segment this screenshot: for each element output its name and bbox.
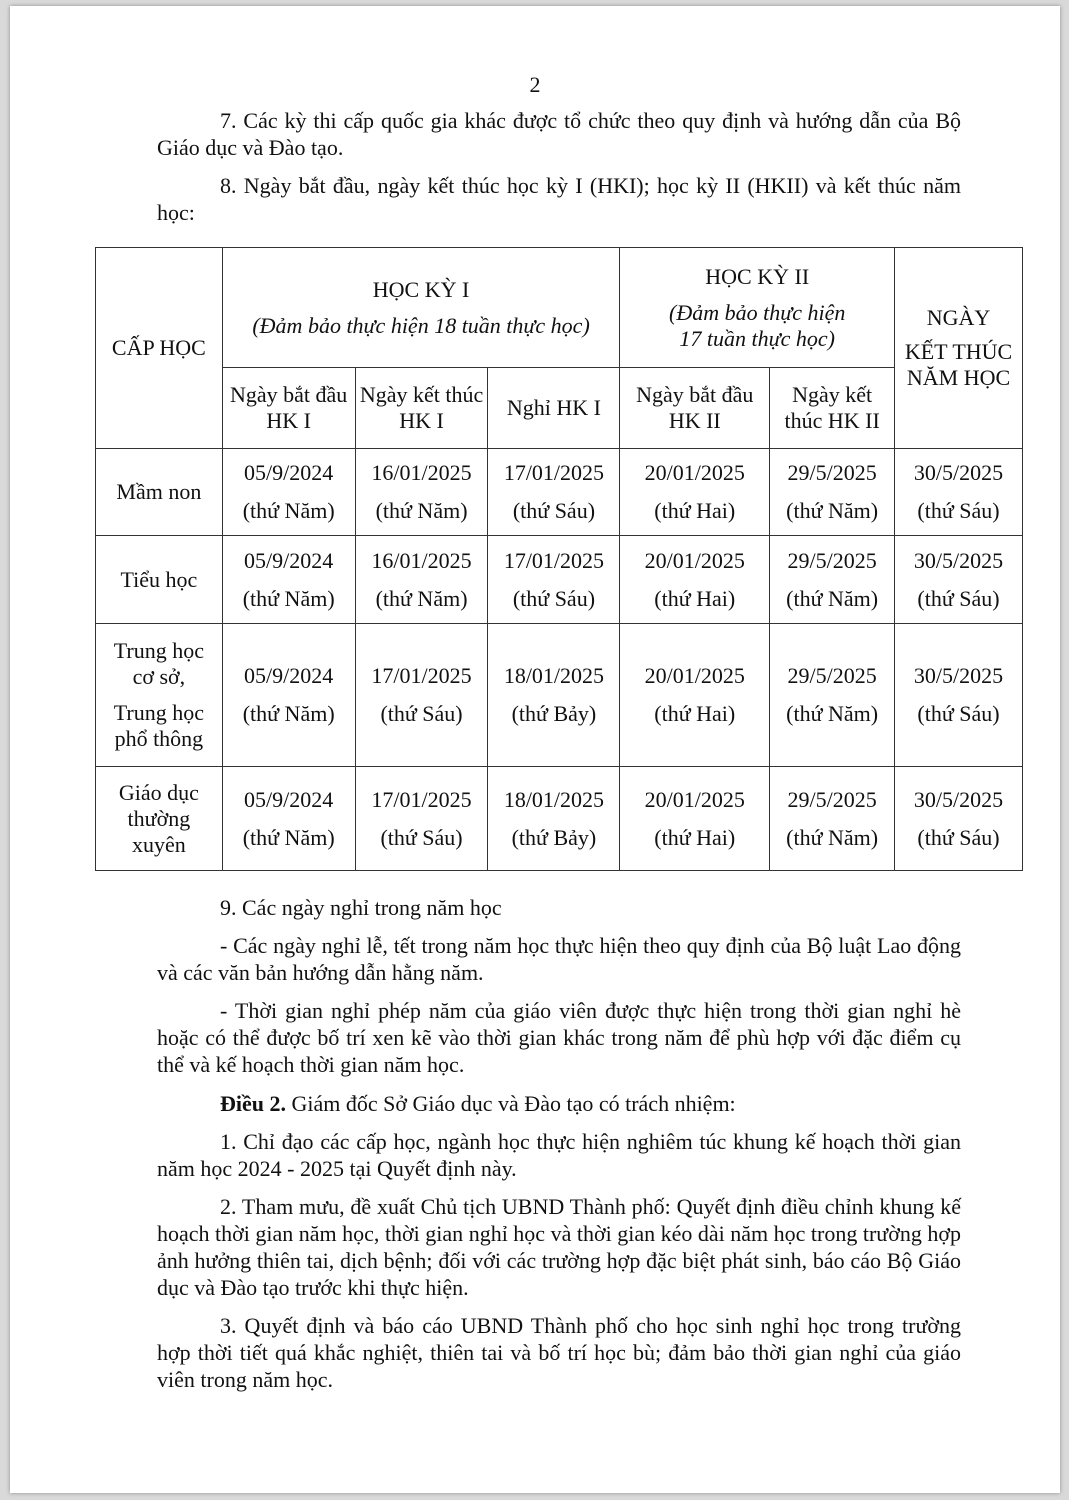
- header-end-year: [895, 248, 1023, 449]
- paragraph-8: 8. Ngày bắt đầu, ngày kết thúc học kỳ I (HKI); học kỳ II (HKII) và kết thúc năm học:: [157, 173, 961, 225]
- header-semester-2: [620, 248, 895, 368]
- date-cell: 17/01/2025 (thứ Sáu): [355, 624, 488, 767]
- header-semester-1: [222, 248, 620, 368]
- sub-header: Ngày kết thúc HK II: [770, 368, 895, 449]
- date-cell: 17/01/2025 (thứ Sáu): [355, 767, 488, 871]
- date-cell: 20/01/2025 (thứ Hai): [620, 536, 770, 624]
- hk1-title: HỌC KỲ I: [372, 276, 470, 302]
- date-cell: 29/5/2025 (thứ Năm): [770, 624, 895, 767]
- date-cell: 16/01/2025 (thứ Năm): [355, 449, 488, 536]
- article-2-item-3: 3. Quyết định và báo cáo UBND Thành phố cho học sinh nghỉ học trong trường hợp thời tiết quá khắc nghiệt, thiên tai và bố trí học bù; đảm bảo thời gian nghỉ của giáo viên trong năm học.: [157, 1313, 961, 1392]
- article-2-heading: Điều 2. Giám đốc Sở Giáo dục và Đào tạo có trách nhiệm:: [220, 1091, 736, 1116]
- date-cell: 05/9/2024 (thứ Năm): [222, 624, 355, 767]
- article-2-item-1: 1. Chỉ đạo các cấp học, ngành học thực hiện nghiêm túc khung kế hoạch thời gian năm học 2024 - 2025 tại Quyết định này.: [157, 1129, 961, 1181]
- article-2-label: Điều 2.: [220, 1091, 286, 1116]
- date-cell: 30/5/2025 (thứ Sáu): [895, 449, 1023, 536]
- sub-header: Nghỉ HK I: [488, 368, 620, 449]
- date-cell: 20/01/2025 (thứ Hai): [620, 624, 770, 767]
- date-cell: 05/9/2024 (thứ Năm): [222, 536, 355, 624]
- level-cell: Giáo dục thường xuyên: [96, 767, 223, 871]
- end-col-line-1: NGÀY: [926, 305, 991, 330]
- level-cell: Tiểu học: [96, 536, 223, 624]
- date-cell: 29/5/2025 (thứ Năm): [770, 767, 895, 871]
- date-cell: 30/5/2025 (thứ Sáu): [895, 536, 1023, 624]
- sub-header: Ngày bắt đầu HK I: [222, 368, 355, 449]
- paragraph-9: 9. Các ngày nghỉ trong năm học: [220, 895, 502, 920]
- article-2-item-2: 2. Tham mưu, đề xuất Chủ tịch UBND Thành phố: Quyết định điều chỉnh khung kế hoạch thời gian năm học, thời gian nghỉ học và thời gian kéo dài năm học trong trường hợp ảnh hưởng thiên tai, dịch bệnh; đối với các trường hợp đặc biệt phát sinh, báo cáo Bộ Giáo dục và Đào tạo trước khi thực hiện.: [157, 1194, 961, 1300]
- paragraph-7: 7. Các kỳ thi cấp quốc gia khác được tổ chức theo quy định và hướng dẫn của Bộ Giáo dục và Đào tạo.: [157, 108, 961, 160]
- hk1-note: (Đảm bảo thực hiện 18 tuần thực học): [252, 312, 590, 338]
- header-level: CẤP HỌC: [96, 248, 223, 449]
- date-cell: 29/5/2025 (thứ Năm): [770, 536, 895, 624]
- date-cell: 30/5/2025 (thứ Sáu): [895, 767, 1023, 871]
- document-page: [10, 6, 1060, 1493]
- level-cell: Mầm non: [96, 449, 223, 536]
- date-cell: 20/01/2025 (thứ Hai): [620, 449, 770, 536]
- paragraph-9b: - Thời gian nghỉ phép năm của giáo viên được thực hiện trong thời gian nghỉ hè hoặc có thể được bố trí xen kẽ vào thời gian khác trong năm để phù hợp với đặc điểm cụ thể và kế hoạch thời gian năm học.: [157, 998, 961, 1077]
- date-cell: 29/5/2025 (thứ Năm): [770, 449, 895, 536]
- paragraph-9a: - Các ngày nghỉ lễ, tết trong năm học thực hiện theo quy định của Bộ luật Lao động và các văn bản hướng dẫn hằng năm.: [157, 933, 961, 985]
- date-cell: 20/01/2025 (thứ Hai): [620, 767, 770, 871]
- date-cell: 17/01/2025 (thứ Sáu): [488, 449, 620, 536]
- sub-header: Ngày kết thúc HK I: [355, 368, 488, 449]
- table-row: [96, 767, 1023, 871]
- date-cell: 16/01/2025 (thứ Năm): [355, 536, 488, 624]
- hk2-title: HỌC KỲ II: [705, 263, 810, 289]
- hk2-note-2: 17 tuần thực học): [679, 325, 836, 351]
- table-row: [96, 536, 1023, 624]
- date-cell: 17/01/2025 (thứ Sáu): [488, 536, 620, 624]
- hk2-note-1: (Đảm bảo thực hiện: [669, 299, 846, 325]
- date-cell: 18/01/2025 (thứ Bảy): [488, 767, 620, 871]
- table-row: [96, 449, 1023, 536]
- level-cell: Trung học cơ sở, Trung học phổ thông: [96, 624, 223, 767]
- schedule-table: [95, 247, 1023, 871]
- date-cell: 05/9/2024 (thứ Năm): [222, 449, 355, 536]
- date-cell: 18/01/2025 (thứ Bảy): [488, 624, 620, 767]
- table-row: [96, 624, 1023, 767]
- page-number: 2: [529, 72, 541, 97]
- end-col-line-2: KẾT THÚC NĂM HỌC: [904, 339, 1013, 390]
- date-cell: 05/9/2024 (thứ Năm): [222, 767, 355, 871]
- sub-header: Ngày bắt đầu HK II: [620, 368, 770, 449]
- date-cell: 30/5/2025 (thứ Sáu): [895, 624, 1023, 767]
